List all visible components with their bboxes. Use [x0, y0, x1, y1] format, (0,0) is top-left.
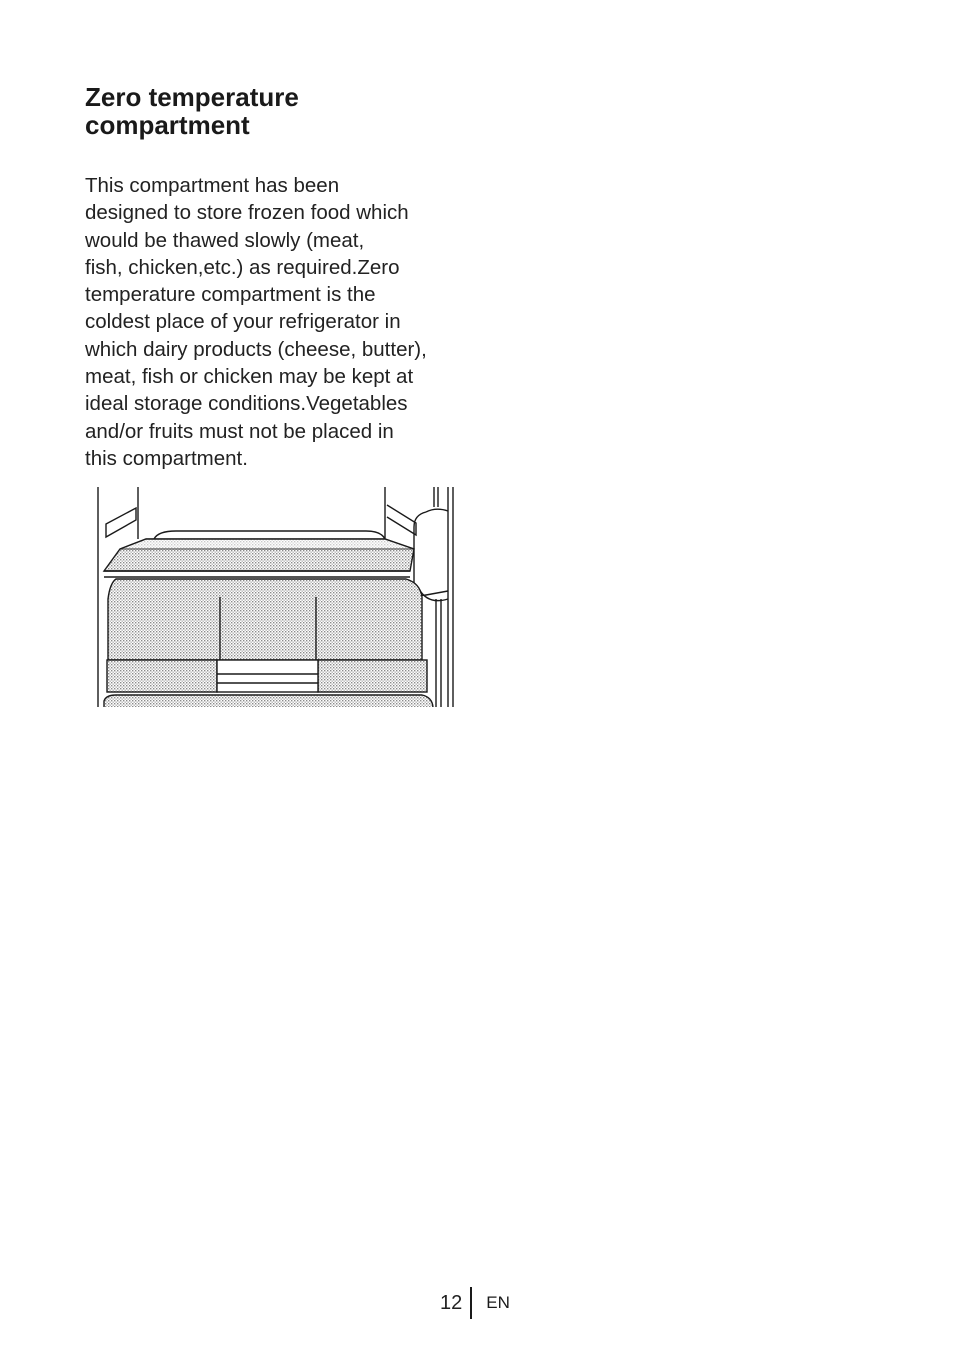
- body-line: coldest place of your refrigerator in: [85, 310, 401, 334]
- lower-drawer: [104, 695, 433, 707]
- body-line: fish, chicken,etc.) as required.Zero: [85, 255, 400, 279]
- page-footer: [440, 1287, 510, 1319]
- body-line: which dairy products (cheese, butter),: [85, 337, 427, 361]
- body-line: This compartment has been: [85, 174, 340, 197]
- body-line: would be thawed slowly (meat,: [85, 228, 365, 252]
- body-line: ideal storage conditions.Vegetables: [85, 392, 408, 416]
- page-number: 12: [440, 1291, 463, 1314]
- drawer-rail: [107, 660, 427, 692]
- body-line: this compartment.: [85, 446, 248, 470]
- footer-divider: [470, 1287, 472, 1319]
- body-line: meat, fish or chicken may be kept at: [85, 365, 414, 389]
- glass-shelf: [104, 531, 414, 577]
- body-line: designed to store frozen food which: [85, 201, 409, 225]
- body-line: and/or fruits must not be placed in: [85, 419, 394, 443]
- language-code: EN: [486, 1293, 510, 1312]
- section-heading-line: Zero temperature: [85, 82, 299, 112]
- section-heading: [85, 83, 465, 139]
- section-body: [85, 172, 475, 472]
- section-heading-line: compartment: [85, 110, 250, 140]
- drawer-front: [108, 579, 422, 660]
- zero-temperature-compartment-illustration: [96, 487, 458, 707]
- body-line: temperature compartment is the: [85, 283, 376, 307]
